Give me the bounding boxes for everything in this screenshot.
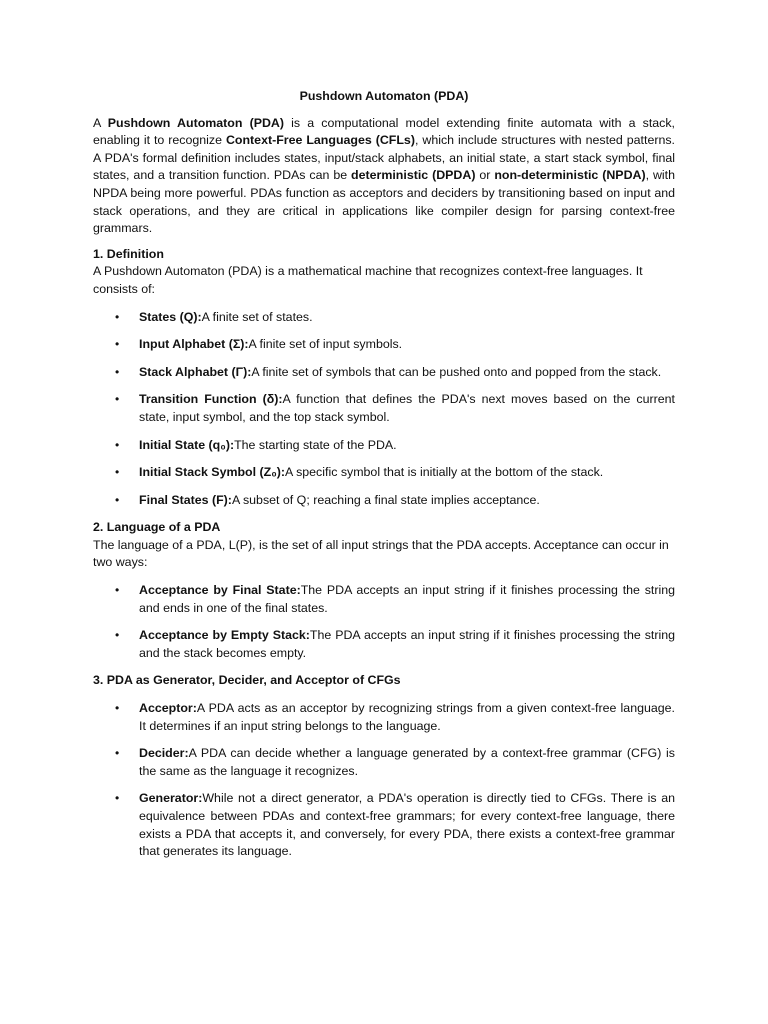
- bullet-icon: •: [115, 437, 120, 452]
- intro-bold-cfl: Context-Free Languages (CFLs): [225, 133, 415, 148]
- section-heading-definition: 1. Definition: [93, 246, 164, 261]
- intro-bold-pda: Pushdown Automaton (PDA): [107, 115, 284, 130]
- list-item: [93, 336, 675, 354]
- pda-roles-list: [93, 700, 675, 861]
- list-item-desc: A finite set of states.: [201, 309, 313, 324]
- list-item-term: Final States (F):: [139, 492, 232, 507]
- list-item: [93, 745, 675, 780]
- list-item-term: States (Q):: [139, 309, 202, 324]
- list-item: [93, 627, 675, 662]
- bullet-icon: •: [115, 746, 120, 761]
- intro-bold-dpda: deterministic (DPDA): [351, 168, 476, 183]
- definition-list: [93, 309, 675, 510]
- bullet-icon: •: [115, 364, 120, 379]
- list-item: [93, 437, 675, 455]
- bullet-icon: •: [115, 492, 120, 507]
- list-item-term: Acceptance by Final State:: [139, 583, 301, 598]
- list-item-term: Acceptance by Empty Stack:: [139, 628, 310, 643]
- list-item-term: Initial Stack Symbol (Z₀):: [139, 465, 286, 480]
- list-item: [93, 790, 675, 860]
- bullet-icon: •: [115, 465, 120, 480]
- list-item: [93, 364, 675, 382]
- list-item-desc: A subset of Q; reaching a final state implies acceptance.: [231, 492, 540, 507]
- list-item-desc: The PDA accepts an input string if it finishes processing the string and ends in one of the final states.: [139, 583, 675, 615]
- bullet-icon: •: [115, 337, 120, 352]
- list-item: [93, 582, 675, 617]
- section-text-definition: A Pushdown Automaton (PDA) is a mathematical machine that recognizes context-free languages. It consists of:: [93, 264, 643, 296]
- intro-bold-npda: non-deterministic (NPDA): [494, 168, 646, 183]
- list-item-term: Generator:: [139, 791, 203, 806]
- document-body: [93, 88, 675, 871]
- list-item: [93, 391, 675, 426]
- list-item: [93, 700, 675, 735]
- bullet-icon: •: [115, 791, 120, 806]
- list-item-term: Transition Function (δ):: [139, 392, 283, 407]
- intro-text-1: A: [93, 115, 108, 130]
- list-item: [93, 492, 675, 510]
- section-heading-language: 2. Language of a PDA: [93, 520, 221, 535]
- intro-text-3: , which include structures with nested patterns. A PDA's formal definition includes states, input/stack alphabets, an initial state, a start stack symbol, final states, and a transition function. PDAs can be: [93, 133, 675, 183]
- list-item-desc: A specific symbol that is initially at the bottom of the stack.: [285, 465, 604, 480]
- list-item-desc: A function that defines the PDA's next moves based on the current state, input symbol, and the top stack symbol.: [139, 392, 675, 424]
- acceptance-list: [93, 582, 675, 662]
- intro-text-4: or: [475, 168, 495, 183]
- list-item-desc: The PDA accepts an input string if it finishes processing the string and the stack becomes empty.: [139, 628, 675, 660]
- list-item-desc: While not a direct generator, a PDA's operation is directly tied to CFGs. There is an equivalence between PDAs and context-free grammars; for every context-free language, there exists a PDA that accepts it, and conversely, for every PDA, there exists a context-free grammar that generates its language.: [139, 791, 675, 859]
- section-text-language: The language of a PDA, L(P), is the set of all input strings that the PDA accepts. Acceptance can occur in two ways:: [93, 537, 669, 570]
- intro-paragraph: [93, 115, 675, 238]
- list-item-desc: A finite set of symbols that can be pushed onto and popped from the stack.: [251, 364, 662, 379]
- bullet-icon: •: [115, 583, 120, 598]
- list-item-term: Stack Alphabet (Γ):: [139, 364, 252, 379]
- bullet-icon: •: [115, 701, 120, 716]
- list-item-desc: A PDA acts as an acceptor by recognizing strings from a given context-free language. It determines if an input string belongs to the language.: [139, 701, 675, 733]
- intro-text-5: , with NPDA being more powerful. PDAs function as acceptors and deciders by transitioning based on input and stack operations, and they are critical in applications like compiler design for parsing context-free grammars.: [93, 168, 675, 236]
- list-item-desc: A PDA can decide whether a language generated by a context-free grammar (CFG) is the same as the language it recognizes.: [139, 746, 675, 778]
- bullet-icon: •: [115, 309, 120, 324]
- document-title: Pushdown Automaton (PDA): [299, 89, 469, 103]
- bullet-icon: •: [115, 392, 120, 407]
- intro-text-2: is a computational model extending finite automata with a stack, enabling it to recognize: [93, 115, 675, 148]
- list-item-term: Acceptor:: [139, 701, 197, 716]
- list-item-desc: The starting state of the PDA.: [234, 437, 397, 452]
- list-item: [93, 309, 675, 327]
- bullet-icon: •: [115, 628, 120, 643]
- section-heading-pda-roles: 3. PDA as Generator, Decider, and Acceptor of CFGs: [93, 673, 401, 688]
- list-item-desc: A finite set of input symbols.: [248, 337, 403, 352]
- list-item-term: Initial State (q₀):: [139, 437, 235, 452]
- list-item: [93, 464, 675, 482]
- list-item-term: Decider:: [139, 746, 189, 761]
- list-item-term: Input Alphabet (Σ):: [139, 337, 249, 352]
